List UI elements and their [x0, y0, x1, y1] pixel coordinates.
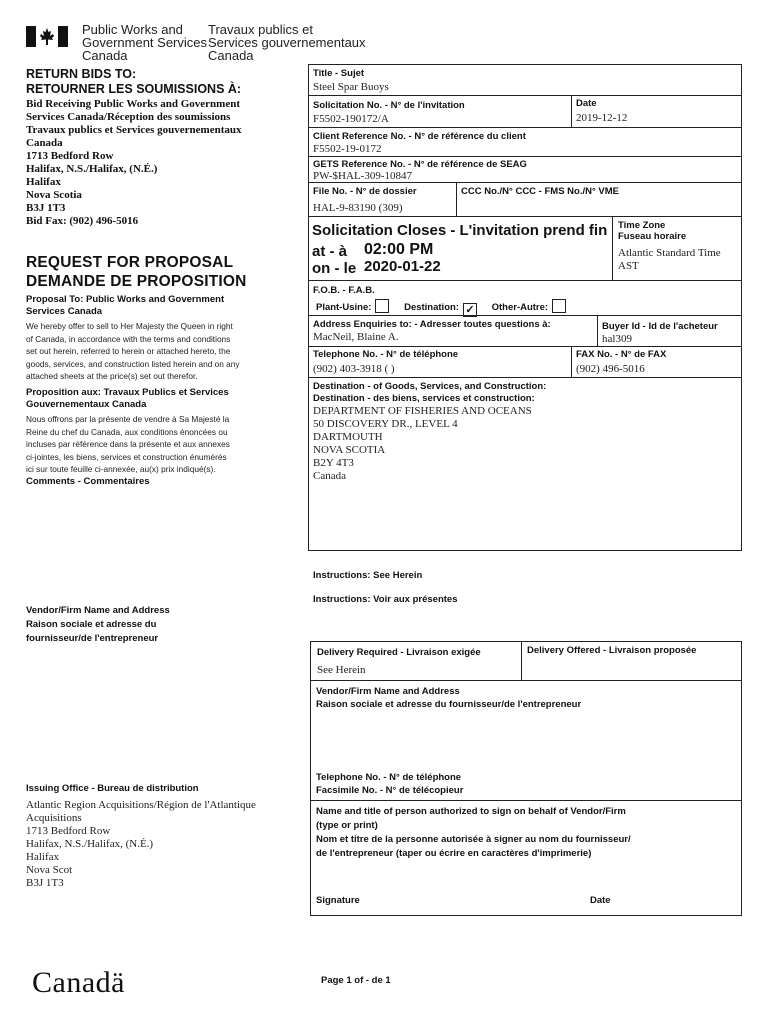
comments-label: Comments - Commentaires: [26, 476, 150, 487]
plant-label: Plant-Usine:: [316, 302, 372, 313]
fob-label: F.O.B. - F.A.B.: [313, 285, 375, 296]
rfp-title-fr: DEMANDE DE PROPOSITION: [26, 273, 247, 290]
vendor-firm-label: Vendor/Firm Name and Address Raison sociale et adresse du fournisseur/de l'entrepreneur: [316, 686, 582, 710]
title-value[interactable]: Steel Spar Buoys: [313, 81, 389, 93]
issuing-office-address: Atlantic Region Acquisitions/Région de l'Atlantique Acquisitions 1713 Bedford Row Halifax, N.S./Halifax, (N.É.) Halifax Nova Scot B3J 1T3: [26, 799, 256, 889]
time-zone-label: Time Zone Fuseau horaire: [618, 220, 687, 242]
org-fr-line-2: Services gouvernementaux: [208, 35, 366, 50]
proposal-to-text: We hereby offer to sell to Her Majesty the Queen in right of Canada, in accordance with the terms and conditions set out herein, referred to herein or attached hereto, the goods, services, and construction listed herein and on any attached sheets at the price(s) set out therefor.: [26, 321, 240, 382]
vendor-name-address-label: Vendor/Firm Name and Address Raison sociale et adresse du fournisseur/de l'entrepreneur: [26, 605, 170, 644]
buyer-id-label: Buyer Id - Id de l'acheteur: [602, 321, 718, 332]
authorized-signer-label: Name and title of person authorized to sign on behalf of Vendor/Firm (type or print) Nom et titre de la personne autorisée à signer au nom du fournisseur/ de l'entrepreneur (taper ou écrire en caractères d'imprimerie): [316, 806, 631, 859]
date-value[interactable]: 2019-12-12: [576, 112, 628, 124]
instructions-fr: Instructions: Voir aux présentes: [313, 594, 458, 605]
telephone-value[interactable]: (902) 403-3918 ( ): [313, 363, 395, 375]
destination-goods-value[interactable]: DEPARTMENT OF FISHERIES AND OCEANS 50 DISCOVERY DR., LEVEL 4 DARTMOUTH NOVA SCOTIA B2Y 4T3 Canada: [313, 405, 532, 482]
client-reference-label: Client Reference No. - N° de référence du client: [313, 131, 526, 142]
address-enquiries-value[interactable]: MacNeil, Blaine A.: [313, 331, 399, 343]
signature-label: Signature: [316, 895, 360, 906]
org-fr-line-3: Canada: [208, 48, 254, 63]
signature-date-label: Date: [590, 895, 611, 906]
destination-label: Destination:: [404, 302, 459, 313]
ccc-number-label: CCC No./N° CCC - FMS No./N° VME: [461, 186, 620, 197]
destination-goods-label: Destination - of Goods, Services, and Construction: Destination - des biens, services et construction:: [313, 381, 547, 404]
proposition-label: Proposition aux: Travaux Publics et Services Gouvernementaux Canada: [26, 387, 229, 410]
solicitation-number-label: Solicitation No. - N° de l'invitation: [313, 100, 465, 111]
canada-flag-icon: [26, 26, 68, 47]
vendor-firm-field[interactable]: [312, 715, 740, 767]
org-en-line-2: Government Services: [82, 35, 207, 50]
delivery-offered-label: Delivery Offered - Livraison proposée: [527, 645, 697, 656]
at-label: at - à: [312, 243, 348, 260]
department-name-fr: [208, 23, 366, 62]
return-bids-title-fr: RETOURNER LES SOUMISSIONS À:: [26, 82, 242, 96]
closing-time-value[interactable]: 02:00 PM: [364, 241, 434, 258]
authorized-signer-field[interactable]: [312, 862, 740, 892]
org-fr-line-1: Travaux publics et: [208, 22, 314, 37]
canada-wordmark-text: Canadä: [32, 966, 125, 999]
date-label: Date: [576, 98, 597, 109]
rfp-title-en: REQUEST FOR PROPOSAL: [26, 254, 234, 271]
org-en-line-3: Canada: [82, 48, 128, 63]
other-label: Other-Autre:: [491, 302, 549, 313]
other-checkbox[interactable]: [552, 299, 566, 313]
instructions-en: Instructions: See Herein: [313, 570, 423, 581]
solicitation-closes-label: Solicitation Closes - L'invitation prend fin: [312, 222, 608, 239]
plant-checkbox[interactable]: [375, 299, 389, 313]
proposition-text: Nous offrons par la présente de vendre à Sa Majesté la Reine du chef du Canada, aux conditions énoncées ou incluses par référence dans la présente et aux annexes ci-jointes, les biens, services et construction énumérés ici sur toute feuille ci-annexée, au(x) prix indiqué(s).: [26, 414, 230, 475]
gets-reference-value[interactable]: PW-$HAL-309-10847: [313, 170, 412, 182]
proposal-to-label: Proposal To: Public Works and Government Services Canada: [26, 294, 225, 317]
address-enquiries-label: Address Enquiries to: - Adresser toutes questions à:: [313, 319, 551, 330]
issuing-office-label: Issuing Office - Bureau de distribution: [26, 783, 199, 794]
delivery-required-value[interactable]: See Herein: [317, 664, 366, 676]
destination-checkbox[interactable]: ✓: [463, 303, 477, 317]
fax-label: FAX No. - N° de FAX: [576, 349, 667, 360]
department-name-en: [82, 23, 207, 62]
time-zone-value[interactable]: Atlantic Standard Time AST: [618, 247, 721, 272]
gets-reference-label: GETS Reference No. - N° de référence de SEAG: [313, 159, 527, 170]
return-bids-title-en: RETURN BIDS TO:: [26, 67, 137, 81]
page-number: Page 1 of - de 1: [321, 975, 391, 986]
telephone-facsimile-label: Telephone No. - N° de téléphone Facsimile No. - N° de télécopieur: [316, 772, 464, 796]
buyer-id-value[interactable]: hal309: [602, 333, 632, 345]
canada-wordmark: [32, 966, 125, 1000]
telephone-label: Telephone No. - N° de téléphone: [313, 349, 459, 360]
closing-date-value[interactable]: 2020-01-22: [364, 258, 441, 275]
file-number-value[interactable]: HAL-9-83190 (309): [313, 202, 403, 214]
title-label: Title - Sujet: [313, 68, 365, 79]
fax-value[interactable]: (902) 496-5016: [576, 363, 645, 375]
file-number-label: File No. - N° de dossier: [313, 186, 417, 197]
on-label: on - le: [312, 260, 357, 277]
return-bids-address: Bid Receiving Public Works and Government Services Canada/Réception des soumissions Travaux publics et Services gouvernementaux Canada 1713 Bedford Row Halifax, N.S./Halifax, (N.É.) Halifax Nova Scotia B3J 1T3 Bid Fax: (902) 496-5016: [26, 98, 242, 227]
client-reference-value[interactable]: F5502-19-0172: [313, 143, 382, 155]
solicitation-number-value[interactable]: F5502-190172/A: [313, 113, 389, 125]
delivery-required-label: Delivery Required - Livraison exigée: [317, 647, 481, 658]
org-en-line-1: Public Works and: [82, 22, 183, 37]
